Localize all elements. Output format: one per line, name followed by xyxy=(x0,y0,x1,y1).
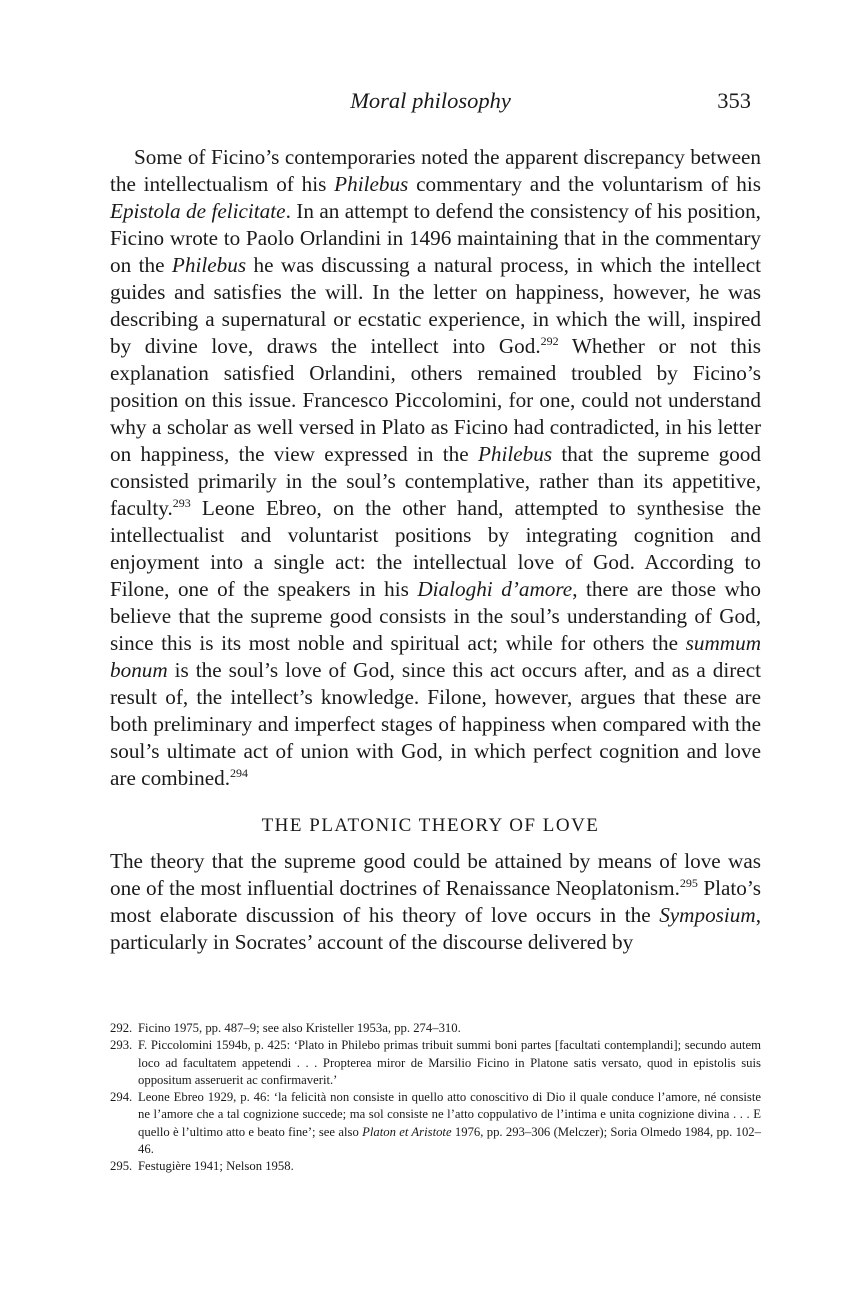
footnote: 293. F. Piccolomini 1594b, p. 425: ‘Plato in Philebo primas tribuit summi boni partes [facultati contemplandi]; secundo autem loco ad facultatem appetendi . . . Propterea miror de Marsilio Ficino in Platone satis versato, quod in epistolis suis oppositum asseruerit ac confirmaverit.’ xyxy=(110,1038,761,1087)
italic-title: Philebus xyxy=(171,253,247,277)
footnotes xyxy=(110,1020,761,1176)
italic-term: summum bonum xyxy=(110,631,761,682)
paragraph: The theory that the supreme good could be attained by means of love was one of the most influential doctrines of Renaissance Neoplatonism.$^{295}$ Plato’s most elaborate discussion of his theory of love occurs in the Symposium, particularly in Socrates’ account of the discourse delivered by xyxy=(110,849,762,954)
footnote: 294. Leone Ebreo 1929, p. 46: ‘la felicità non consiste in quello atto conoscitivo di Dio il quale conduce l’amore, né consiste ne l’amore che a tal cognizione succede; ma sol consiste ne l’atto coppulativo de l’intima e unita cognizione divina . . . E quello è l’ultimo atto e beato fine’; see also Platon et Aristote 1976, pp. 293–306 (Melczer); Soria Olmedo 1984, pp. 102–46. xyxy=(110,1090,761,1157)
italic-title: Platon et Aristote xyxy=(362,1124,452,1139)
running-title: Moral philosophy xyxy=(350,88,511,113)
footnote: 295. Festugière 1941; Nelson 1958. xyxy=(110,1158,761,1175)
footnote-number: 292. xyxy=(110,1021,133,1035)
section-heading: THE PLATONIC THEORY OF LOVE xyxy=(261,815,600,836)
footnote-ref: 292 xyxy=(540,334,559,348)
italic-title: Epistola de felicitate xyxy=(110,199,286,223)
paragraph: Some of Ficino’s contemporaries noted the apparent discrepancy between the intellectualism of his Philebus commentary and the voluntarism of his Epistola de felicitate. In an attempt to defend the consistency of his position, Ficino wrote to Paolo Orlandini in 1496 maintaining that in the commentary on the Philebus he was discussing a natural process, in which the intellect guides and satisfies the will. In the letter on happiness, however, he was describing a supernatural or ecstatic experience, in which the will, inspired by divine love, draws the intellect into God.$^{292}$ Whether or not this explanation satisfied Orlandini, others remained troubled by Ficino’s position on this issue. Francesco Piccolomini, for one, could not understand why a scholar as well versed in Plato as Ficino had contradicted, in his letter on happiness, the view expressed in the Philebus that the supreme good consisted primarily in the soul’s contemplative, rather than its appetitive, faculty.$^{293}$ Leone Ebreo, on the other hand, attempted to synthesise the intellectualist and voluntarist positions by integrating cognition and enjoyment into a single act: the intellectual love of God. According to Filone, one of the speakers in his Dialoghi d’amore, there are those who believe that the supreme good consists in the soul’s understanding of God, since this is its most noble and spiritual act; while for others the summum bonum is the soul’s love of God, since this act occurs after, and as a direct result of, the intellect’s knowledge. Filone, however, argues that these are both preliminary and imperfect stages of happiness when compared with the soul’s ultimate act of union with God, in which perfect cognition and love are combined.$^{294}$ xyxy=(110,145,762,790)
running-header xyxy=(0,88,861,118)
page-number: 353 xyxy=(717,88,751,113)
footnote-ref: 293 xyxy=(172,496,191,510)
body-paragraph-1 xyxy=(110,144,761,792)
footnote-ref: 295 xyxy=(679,876,698,890)
italic-title: Dialoghi d’amore xyxy=(417,577,573,601)
italic-title: Philebus xyxy=(334,172,409,196)
italic-title: Symposium xyxy=(659,903,756,927)
footnote-number: 294. xyxy=(110,1090,133,1105)
footnote-number: 293. xyxy=(110,1038,133,1053)
footnote-ref: 294 xyxy=(230,766,249,780)
footnote: 292. Ficino 1975, pp. 487–9; see also Kristeller 1953a, pp. 274–310. xyxy=(110,1020,761,1037)
body-paragraph-2 xyxy=(110,848,761,956)
footnote-number: 295. xyxy=(110,1159,133,1174)
italic-title: Philebus xyxy=(477,442,553,466)
